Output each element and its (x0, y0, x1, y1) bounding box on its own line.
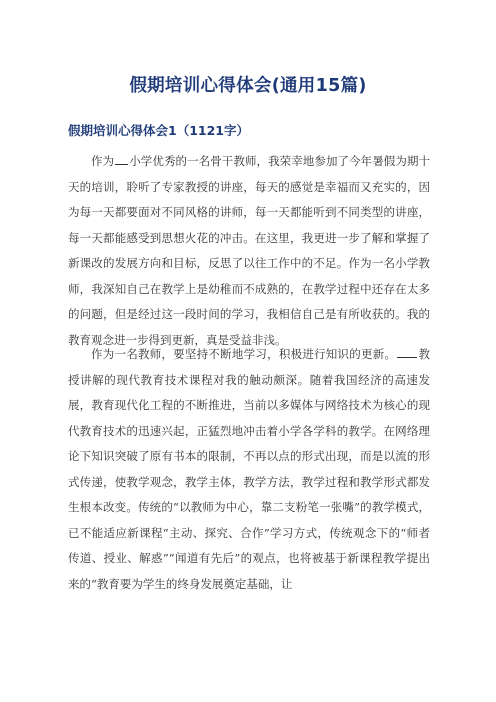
paragraph-text-lead: 作为 (91, 154, 115, 168)
fill-in-blank (115, 153, 128, 165)
paragraph-text-body: 小学优秀的一名骨干教师，我荣幸地参加了今年暑假为期十天的培训，聆听了专家教授的讲座，每天的感觉是幸福而又充实的，因为每一天都要面对不同风格的讲师，每一天都能听到不同类型的讲座，每一天都能感受到思想火花的冲击。在这里，我更进一步了解和掌握了新课改的发展方向和目标，反思了以往工作中的不足。作为一名小学教师，我深知自己在教学上是幼稚而不成熟的，在教学过程中还存在太多的问题，但是经过这一段时间的学习，我相信自己是有所收获的。我的教育观念进一步得到更新，真是受益非浅。 (68, 154, 431, 347)
fill-in-blank (397, 346, 417, 358)
section-heading: 假期培训心得体会1（1121字） (68, 123, 249, 138)
document-title: 假期培训心得体会(通用15篇) (129, 76, 367, 96)
body-paragraph-2 (68, 342, 430, 597)
body-paragraph-1 (68, 149, 430, 353)
paragraph-text-body: 教授讲解的现代教育技术课程对我的触动颇深。随着我国经济的高速发展，教育现代化工程的不断推进，当前以多媒体与网络技术为核心的现代教育技术的迅速兴起，正猛烈地冲击着小学各学科的教学。在网络理论下知识突破了原有书本的限制，不再以点的形式出现，而是以流的形式传递，使教学观念，教学主体，教学方法，教学过程和教学形式都发生根本改变。传统的“以教师为中心，靠二支粉笔一张嘴”的教学模式，已不能适应新课程“主动、探究、合作”学习方式，传统观念下的“师者传道、授业、解惑”“闻道有先后”的观点，也将被基于新课程教学提出来的“教育要为学生的终身发展奠定基础，让 (68, 347, 431, 591)
paragraph-text-lead: 作为一名教师，要坚持不断地学习，积极进行知识的更新。 (91, 347, 397, 361)
